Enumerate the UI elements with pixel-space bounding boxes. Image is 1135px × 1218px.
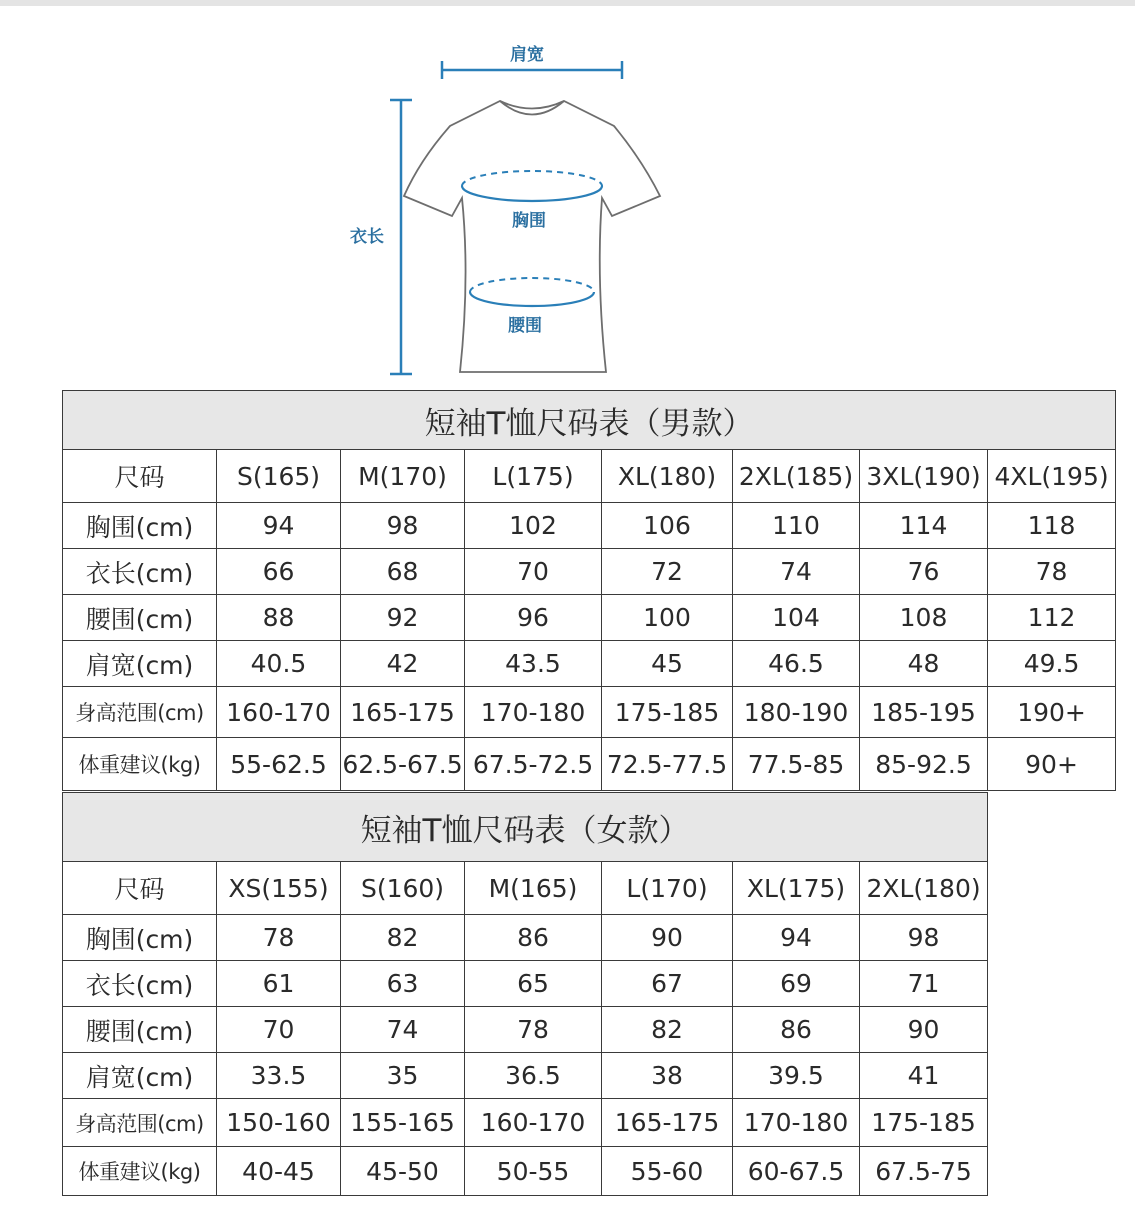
table-cell: 43.5 [465,641,602,687]
table-cell: 50-55 [465,1147,602,1196]
table-cell: 82 [341,915,465,961]
size-header: 3XL(190) [860,450,988,503]
table-cell: 82 [602,1007,733,1053]
size-header: S(160) [341,862,465,915]
table-cell: 49.5 [988,641,1116,687]
table-cell: 67 [602,961,733,1007]
tshirt-measurement-diagram [0,0,1135,385]
length-label: 衣长 [350,227,384,247]
table-cell: 74 [733,549,860,595]
table-cell: 65 [465,961,602,1007]
table-cell: 165-175 [602,1099,733,1147]
table-cell: 60-67.5 [733,1147,860,1196]
women-table-title: 短袖T恤尺码表（女款） [63,793,988,862]
table-cell: 175-185 [860,1099,988,1147]
table-cell: 90 [860,1007,988,1053]
size-header: XL(180) [602,450,733,503]
table-cell: 68 [341,549,465,595]
men-size-table [62,390,1116,791]
size-header: L(175) [465,450,602,503]
header-label: 尺码 [63,862,217,915]
table-cell: 46.5 [733,641,860,687]
table-row [63,961,988,1007]
table-cell: 72.5-77.5 [602,738,733,791]
table-cell: 78 [465,1007,602,1053]
table-cell: 190+ [988,687,1116,738]
women-size-table [62,792,988,1196]
size-header: M(165) [465,862,602,915]
table-cell: 165-175 [341,687,465,738]
table-cell: 35 [341,1053,465,1099]
table-row [63,641,1116,687]
table-cell: 40.5 [217,641,341,687]
table-cell: 40-45 [217,1147,341,1196]
table-cell: 110 [733,503,860,549]
size-header: XL(175) [733,862,860,915]
table-cell: 78 [988,549,1116,595]
row-label: 腰围(cm) [63,1007,217,1053]
table-cell: 170-180 [733,1099,860,1147]
table-cell: 98 [860,915,988,961]
men-table-title: 短袖T恤尺码表（男款） [63,391,1116,450]
table-cell: 180-190 [733,687,860,738]
table-cell: 185-195 [860,687,988,738]
table-cell: 62.5-67.5 [341,738,465,791]
table-row [63,549,1116,595]
table-cell: 67.5-75 [860,1147,988,1196]
table-cell: 96 [465,595,602,641]
table-cell: 170-180 [465,687,602,738]
table-cell: 94 [217,503,341,549]
table-cell: 55-60 [602,1147,733,1196]
table-cell: 45-50 [341,1147,465,1196]
table-cell: 63 [341,961,465,1007]
table-cell: 48 [860,641,988,687]
row-label: 体重建议(kg) [63,738,217,791]
table-cell: 104 [733,595,860,641]
table-cell: 42 [341,641,465,687]
chest-label: 胸围 [512,211,546,231]
row-label: 腰围(cm) [63,595,217,641]
table-cell: 90 [602,915,733,961]
table-cell: 85-92.5 [860,738,988,791]
row-label: 体重建议(kg) [63,1147,217,1196]
table-cell: 70 [465,549,602,595]
table-cell: 45 [602,641,733,687]
size-header: M(170) [341,450,465,503]
table-row [63,503,1116,549]
row-label: 肩宽(cm) [63,641,217,687]
table-cell: 71 [860,961,988,1007]
table-row [63,1053,988,1099]
length-line [390,100,412,374]
table-cell: 66 [217,549,341,595]
table-cell: 175-185 [602,687,733,738]
table-cell: 88 [217,595,341,641]
table-cell: 39.5 [733,1053,860,1099]
row-label: 肩宽(cm) [63,1053,217,1099]
size-header: 2XL(185) [733,450,860,503]
shoulder-width-label: 肩宽 [510,45,544,65]
table-cell: 86 [465,915,602,961]
table-cell: 160-170 [465,1099,602,1147]
table-cell: 86 [733,1007,860,1053]
table-cell: 33.5 [217,1053,341,1099]
size-header: S(165) [217,450,341,503]
table-cell: 55-62.5 [217,738,341,791]
table-cell: 41 [860,1053,988,1099]
table-cell: 38 [602,1053,733,1099]
row-label: 衣长(cm) [63,549,217,595]
table-cell: 94 [733,915,860,961]
size-header: 4XL(195) [988,450,1116,503]
table-cell: 72 [602,549,733,595]
table-cell: 150-160 [217,1099,341,1147]
size-header: L(170) [602,862,733,915]
table-cell: 78 [217,915,341,961]
table-cell: 102 [465,503,602,549]
row-label: 胸围(cm) [63,915,217,961]
table-row [63,687,1116,738]
tshirt-illustration [0,0,1135,385]
table-row [63,1007,988,1053]
women-header-row [63,862,988,915]
table-cell: 106 [602,503,733,549]
table-cell: 70 [217,1007,341,1053]
size-header: XS(155) [217,862,341,915]
table-cell: 98 [341,503,465,549]
table-cell: 74 [341,1007,465,1053]
table-cell: 90+ [988,738,1116,791]
table-cell: 67.5-72.5 [465,738,602,791]
table-row [63,1147,988,1196]
table-cell: 112 [988,595,1116,641]
table-cell: 61 [217,961,341,1007]
table-cell: 155-165 [341,1099,465,1147]
table-row [63,1099,988,1147]
table-cell: 77.5-85 [733,738,860,791]
size-header: 2XL(180) [860,862,988,915]
row-label: 衣长(cm) [63,961,217,1007]
table-cell: 76 [860,549,988,595]
table-cell: 108 [860,595,988,641]
row-label: 身高范围(cm) [63,687,217,738]
table-cell: 36.5 [465,1053,602,1099]
table-row [63,738,1116,791]
men-header-row [63,450,1116,503]
table-cell: 118 [988,503,1116,549]
waist-label: 腰围 [508,316,542,336]
row-label: 胸围(cm) [63,503,217,549]
table-cell: 92 [341,595,465,641]
table-row [63,595,1116,641]
table-cell: 160-170 [217,687,341,738]
header-label: 尺码 [63,450,217,503]
table-row [63,915,988,961]
table-cell: 69 [733,961,860,1007]
row-label: 身高范围(cm) [63,1099,217,1147]
table-cell: 100 [602,595,733,641]
table-cell: 114 [860,503,988,549]
